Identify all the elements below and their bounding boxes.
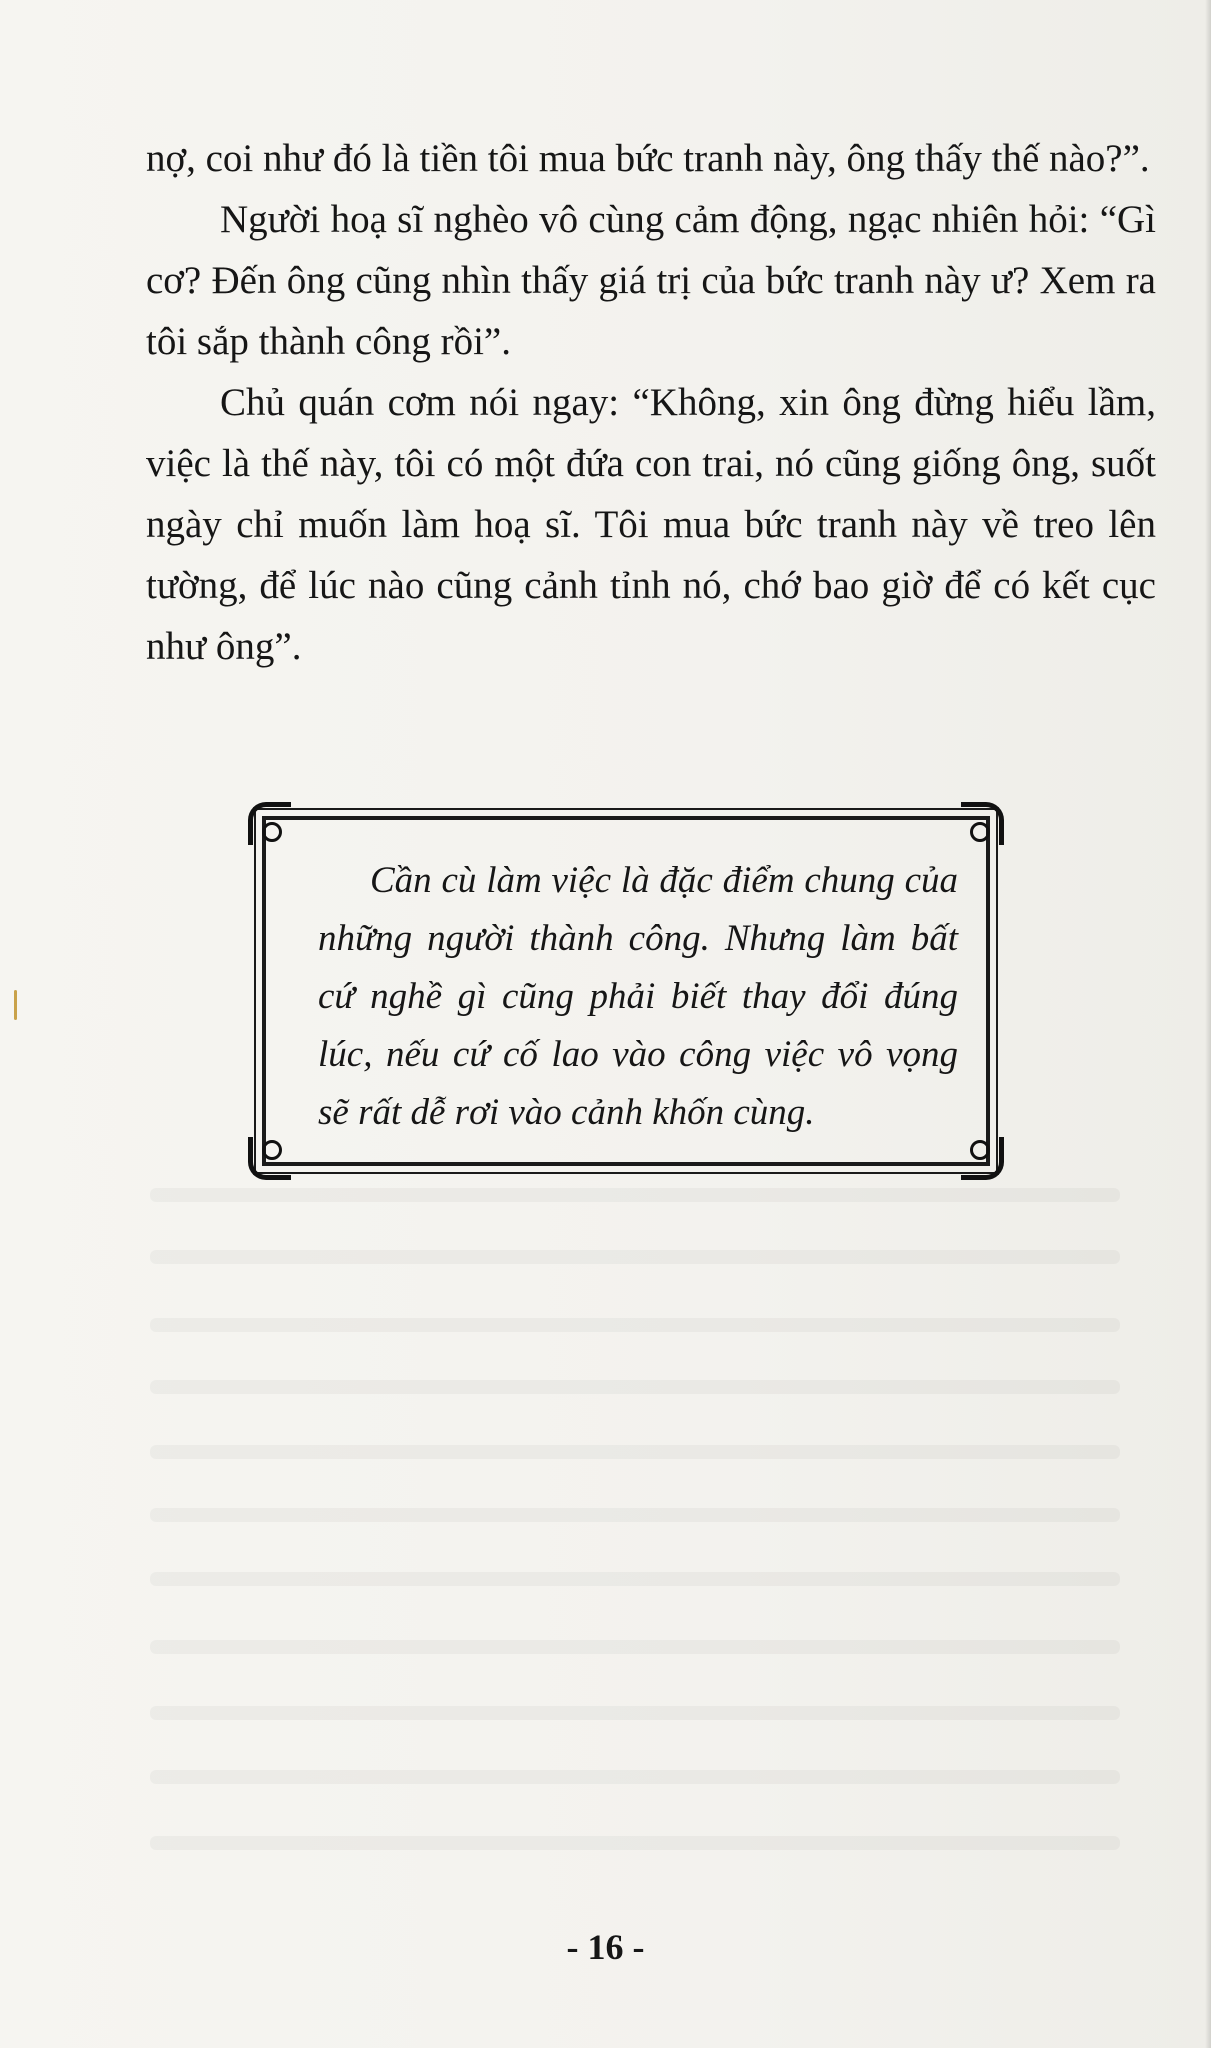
page-number: - 16 - [566,1927,645,1967]
bleed-through [150,1836,1120,1850]
quote-box [262,816,990,1166]
bleed-through [150,1640,1120,1654]
quote-text: Cần cù làm việc là đặc điểm chung của những người thành công. Nhưng làm bất cứ nghề gì cũng phải biết thay đổi đúng lúc, nếu cứ cố lao vào công việc vô vọng sẽ rất dễ rơi vào cảnh khốn cùng. [318,860,958,1133]
bleed-through [150,1770,1120,1784]
bleed-through [150,1380,1120,1394]
bleed-through [150,1572,1120,1586]
bleed-through [150,1445,1120,1459]
paragraph: Chủ quán cơm nói ngay: “Không, xin ông đừng hiểu lầm, việc là thế này, tôi có một đứa con trai, nó cũng giống ông, suốt ngày chỉ muốn làm hoạ sĩ. Tôi mua bức tranh này về treo lên tường, để lúc nào cũng cảnh tỉnh nó, chớ bao giờ để có kết cục như ông”. [146,381,1156,668]
bleed-through [150,1188,1120,1202]
scroll-ornament [970,1140,990,1160]
bleed-through [150,1250,1120,1264]
scroll-ornament [262,822,282,842]
bleed-through [150,1508,1120,1522]
body-text [146,128,1156,677]
paragraph: Người hoạ sĩ nghèo vô cùng cảm động, ngạc nhiên hỏi: “Gì cơ? Đến ông cũng nhìn thấy giá trị của bức tranh này ư? Xem ra tôi sắp thành công rồi”. [146,198,1156,363]
bleed-through [150,1318,1120,1332]
page-edge-mark [14,990,17,1020]
bleed-through [150,1706,1120,1720]
scroll-ornament [970,822,990,842]
page-edge-shadow [1205,0,1211,2048]
paragraph: nợ, coi như đó là tiền tôi mua bức tranh này, ông thấy thế nào?”. [146,137,1150,180]
scroll-ornament [262,1140,282,1160]
